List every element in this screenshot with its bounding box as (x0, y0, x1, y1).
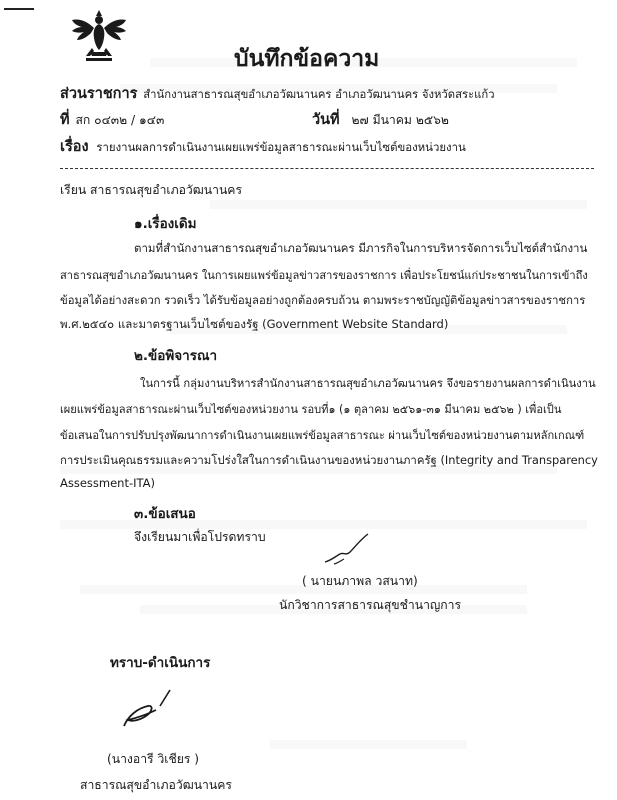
subject-row (60, 135, 466, 158)
agency-label: ส่วนราชการ (60, 86, 138, 102)
director-position: สาธารณสุขอำเภอวัฒนานคร (80, 778, 232, 792)
salutation: เรียน สาธารณสุขอำเภอวัฒนานคร (60, 183, 242, 197)
header-divider (60, 168, 594, 169)
ref-row (60, 108, 164, 131)
background-line: พ.ศ.๒๕๔๐ และมาตรฐานเว็บไซต์ของรัฐ (Government Website Standard) (60, 317, 449, 331)
consider-line: Assessment-ITA) (60, 476, 156, 490)
proposal-line: จึงเรียนมาเพื่อโปรดทราบ (134, 530, 266, 544)
consider-line: ในการนี้ กลุ่มงานบริหารสำนักงานสาธารณสุขอำเภอวัฒนานคร จึงขอรายงานผลการดำเนินงาน (140, 377, 596, 390)
date-label: วันที่ (312, 112, 340, 128)
background-heading: ๑.เรื่องเดิม (134, 216, 197, 232)
officer-name: ( นายนภาพล วสนาท) (302, 574, 418, 588)
consider-line: ข้อเสนอในการปรับปรุงพัฒนาการดำเนินงานเผยแพร่ข้อมูลสาธารณะ ผ่านเว็บไซต์ของหน่วยงานตามหลักเกณฑ์ (60, 429, 585, 442)
date-value: ๒๗ มีนาคม ๒๕๖๒ (351, 113, 449, 127)
agency-row (60, 82, 495, 105)
ref-label: ที่ (60, 112, 70, 128)
officer-signature-icon (322, 530, 372, 570)
director-signature-icon (118, 688, 188, 732)
officer-position: นักวิชาการสาธารณสุขชำนาญการ (279, 598, 462, 612)
memo-title: บันทึกข้อความ (234, 46, 380, 72)
consider-line: การประเมินคุณธรรมและความโปร่งใสในการดำเนินงานของหน่วยงานภาครัฐ (Integrity and Transparency (60, 453, 598, 467)
director-name: (นางอารี วิเชียร ) (107, 752, 200, 766)
ref-value: สก ๐๔๓๒ / ๑๔๓ (75, 113, 165, 127)
date-row (312, 108, 449, 131)
garuda-emblem-icon (68, 8, 130, 66)
consider-line: เผยแพร่ข้อมูลสาธารณะผ่านเว็บไซต์ของหน่วยงาน รอบที่๑ (๑ ตุลาคม ๒๕๖๑-๓๑ มีนาคม ๒๕๖๒ ) เพื่อเป็น (60, 403, 562, 416)
approval-label: ทราบ-ดำเนินการ (110, 655, 211, 671)
background-line: ตามที่สำนักงานสาธารณสุขอำเภอวัฒนานคร มีภารกิจในการบริหารจัดการเว็บไซต์สำนักงาน (134, 241, 588, 255)
agency-value: สำนักงานสาธารณสุขอำเภอวัฒนานคร อำเภอวัฒนานคร จังหวัดสระแก้ว (143, 88, 495, 101)
subject-value: รายงานผลการดำเนินงานเผยแพร่ข้อมูลสาธารณะผ่านเว็บไซต์ของหน่วยงาน (96, 140, 466, 154)
background-line: ข้อมูลได้อย่างสะดวก รวดเร็ว ได้รับข้อมูลอย่างถูกต้องครบถ้วน ตามพระราชบัญญัติข้อมูลข่าวสารของราชการ (60, 294, 586, 307)
proposal-heading: ๓.ข้อเสนอ (134, 506, 196, 522)
subject-label: เรื่อง (60, 139, 89, 155)
background-line: สาธารณสุขอำเภอวัฒนานคร ในการเผยแพร่ข้อมูลข่าวสารของราชการ เพื่อประโยชน์แก่ประชาชนในการเข้าถึง (60, 269, 588, 282)
consider-heading: ๒.ข้อพิจารณา (134, 348, 218, 364)
scan-edge-line (4, 8, 34, 10)
